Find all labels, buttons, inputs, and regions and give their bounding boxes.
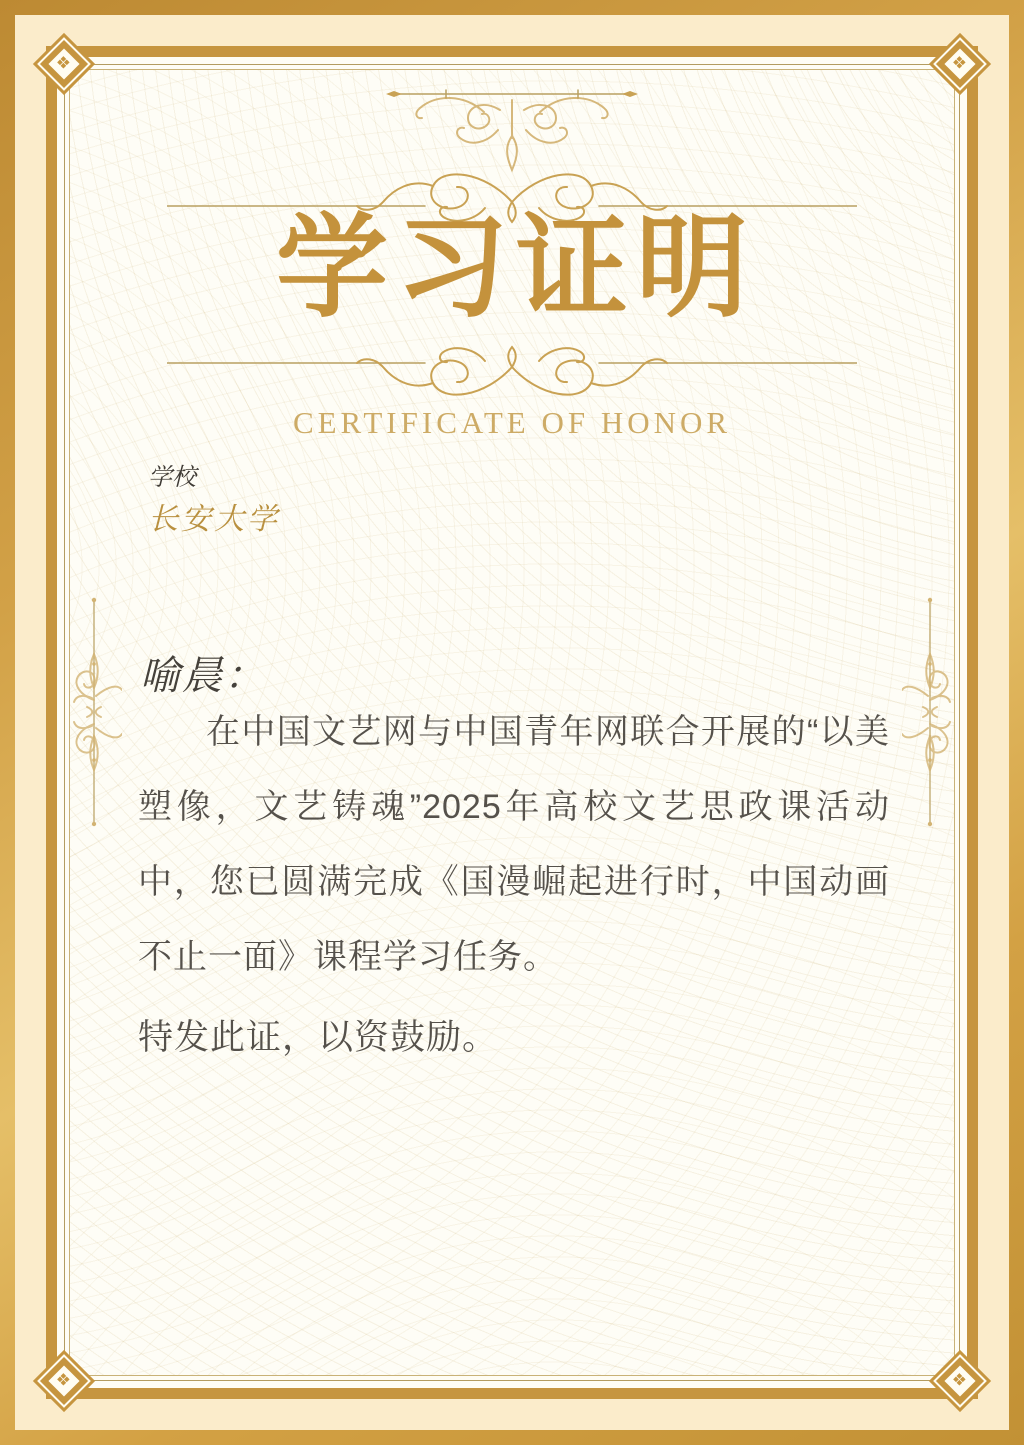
school-label: 学校 [148,465,196,491]
recipient-name: 喻晨： [140,653,266,698]
corner-ornament-inner [944,48,975,79]
corner-ornament-inner [48,1365,79,1396]
quatrefoil-icon: ❖ [952,1370,968,1391]
closing-statement: 特发此证，以资鼓励。 [138,1018,499,1057]
school-name: 长安大学 [148,503,280,536]
corner-ornament-inner [48,48,79,79]
certificate-subtitle: CERTIFICATE OF HONOR [292,405,732,440]
quatrefoil-icon: ❖ [952,53,968,74]
certificate-body: 在中国文艺网与中国青年网联合开展的“以美塑像，文艺铸魂”2025年高校文艺思政课活动中，您已圆满完成《国漫崛起进行时，中国动画不止一面》课程学习任务。 [138,713,890,976]
corner-ornament-inner [944,1365,975,1396]
certificate-title: 学习证明 [276,207,756,331]
quatrefoil-icon: ❖ [56,53,72,74]
quatrefoil-icon: ❖ [56,1370,72,1391]
